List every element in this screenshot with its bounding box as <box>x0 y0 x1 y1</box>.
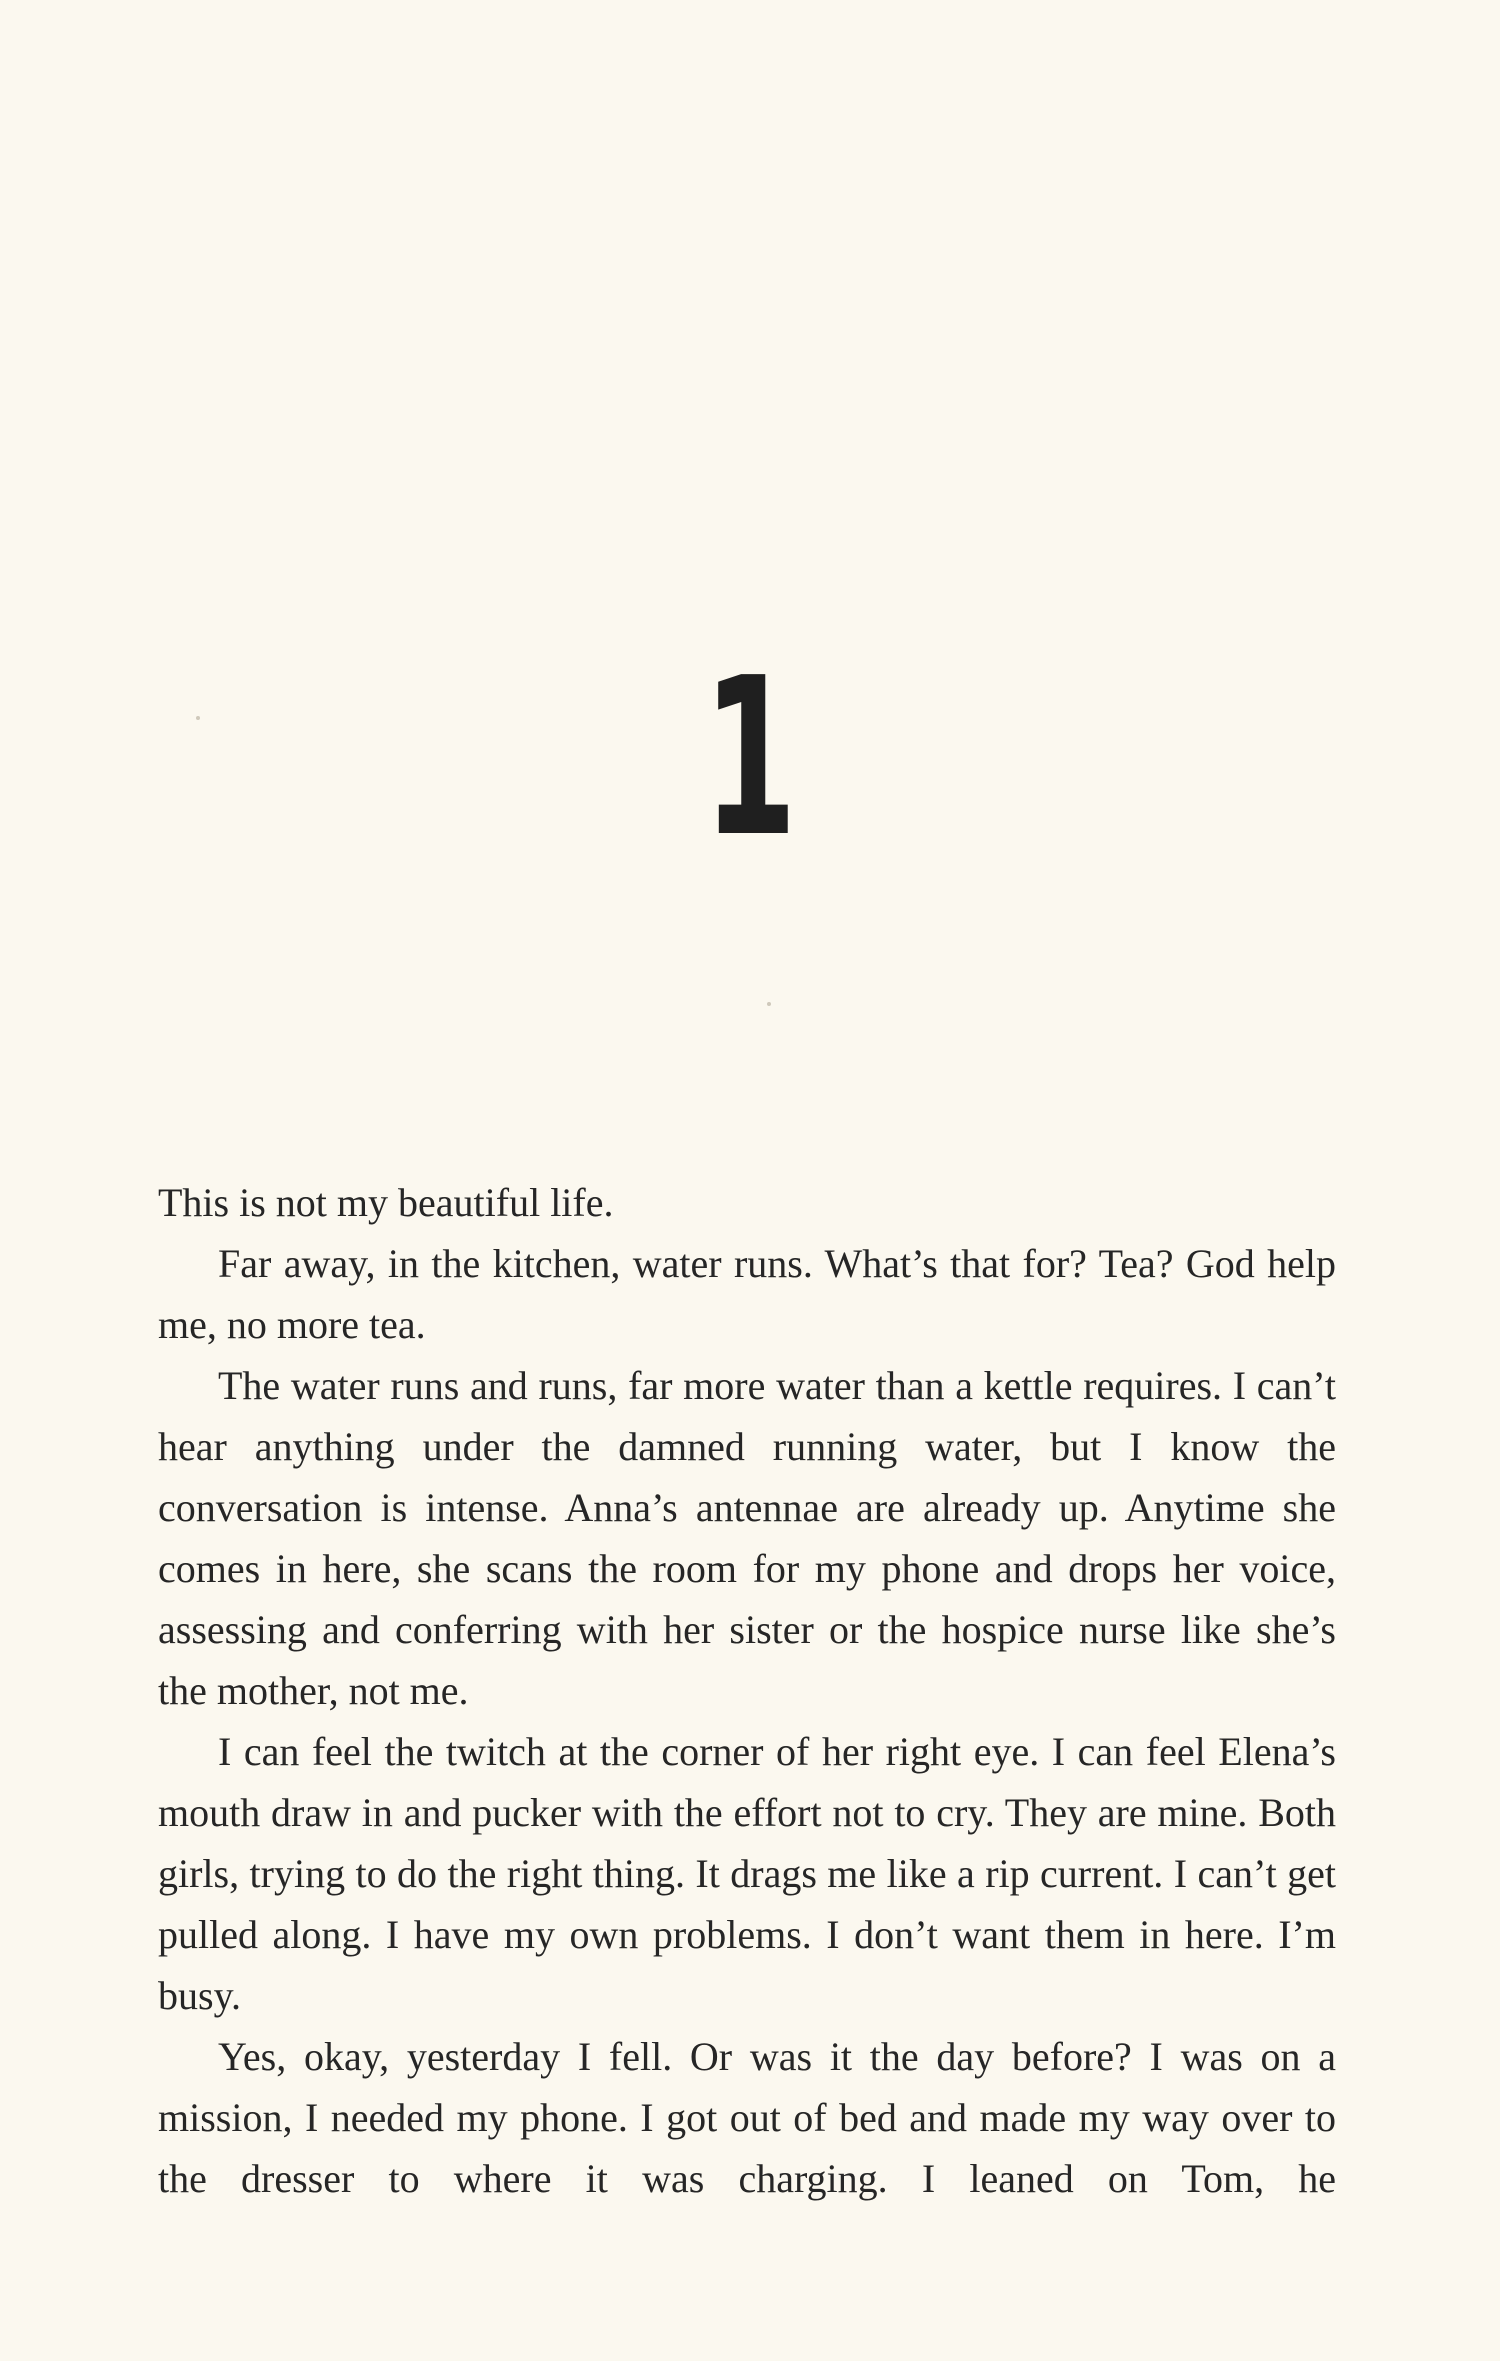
chapter-number: 1 <box>702 632 798 885</box>
paragraph-2: Far away, in the kitchen, water runs. What’s that for? Tea? God help me, no more tea. <box>158 1241 1336 1347</box>
paper-speck <box>767 1002 771 1006</box>
paragraph-4: I can feel the twitch at the corner of her right eye. I can feel Elena’s mouth draw in and pucker with the effort not to cry. They are mine. Both girls, trying to do the right thing. It drags me like a rip current. I can’t get pulled along. I have my own problems. I don’t want them in here. I’m busy. <box>158 1729 1336 2018</box>
paper-speck <box>196 716 200 720</box>
paragraph-1: This is not my beautiful life. <box>158 1180 614 1225</box>
paragraph-3: The water runs and runs, far more water than a kettle requires. I can’t hear anything under the damned running water, but I know the conversation is intense. Anna’s antennae are already up. Anytime she comes in here, she scans the room for my phone and drops her voice, assessing and conferring with her sister or the hospice nurse like she’s the mother, not me. <box>158 1363 1336 1713</box>
paragraph-5: Yes, okay, yesterday I fell. Or was it the day before? I was on a mission, I needed my phone. I got out of bed and made my way over to the dresser to where it was charging. I leaned on Tom, he <box>158 2034 1336 2201</box>
chapter-body <box>158 1172 1336 2209</box>
